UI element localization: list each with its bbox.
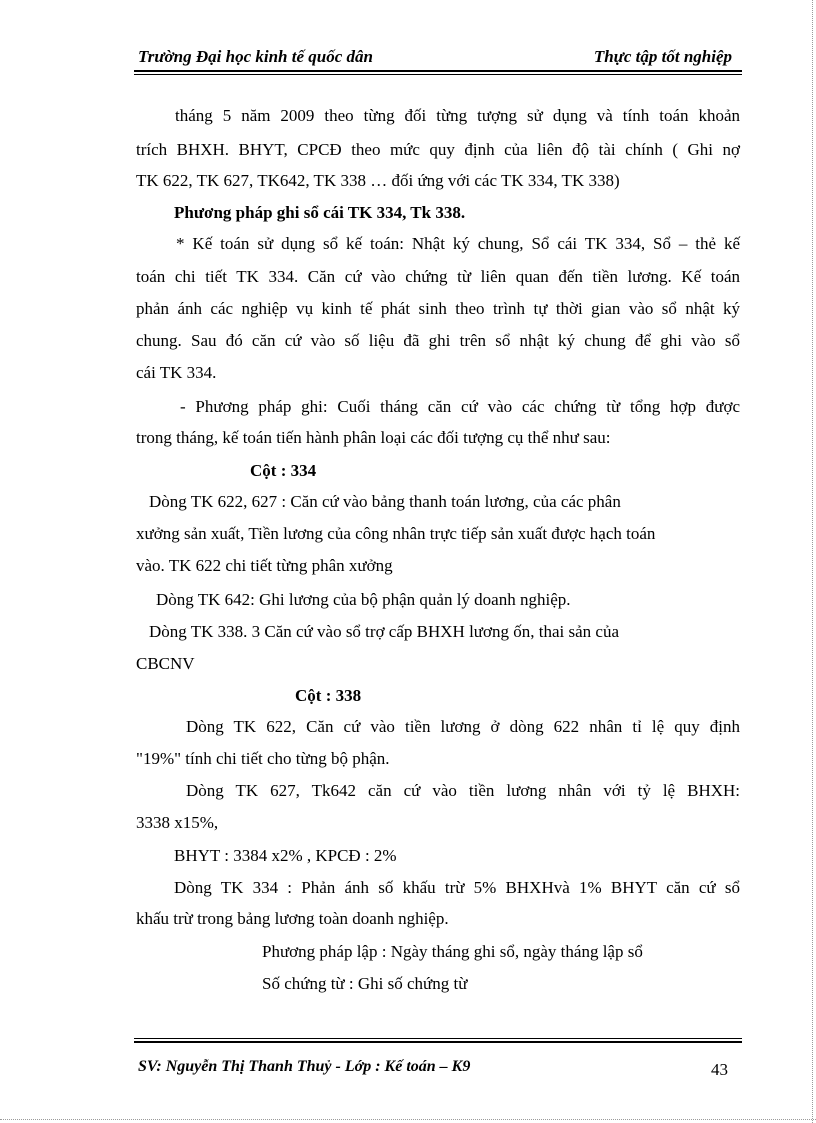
body-line-27: Phương pháp lập : Ngày tháng ghi sổ, ngày tháng lập sổ [262, 942, 643, 961]
body-line-6: toán chi tiết TK 334. Căn cứ vào chứng từ liên quan đến tiền lương. Kế toán [136, 267, 740, 286]
body-line-5: * Kế toán sử dụng sổ kế toán: Nhật ký chung, Sổ cái TK 334, Sổ – thẻ kế [176, 234, 740, 253]
body-line-20: Dòng TK 622, Căn cứ vào tiền lương ở dòng 622 nhân tỉ lệ quy định [186, 717, 740, 736]
footer-student: SV: Nguyễn Thị Thanh Thuỷ - Lớp : Kế toán – K9 [138, 1058, 471, 1075]
page-footer [134, 1054, 742, 1082]
page-edge-bottom [0, 1119, 816, 1120]
body-line-11: trong tháng, kế toán tiến hành phân loại các đối tượng cụ thể như sau: [136, 428, 611, 447]
header-rule-thin [134, 74, 742, 75]
footer-rule [134, 1041, 742, 1043]
body-line-28: Số chứng từ : Ghi số chứng từ [262, 974, 468, 993]
body-line-14: xưởng sản xuất, Tiền lương của công nhân trực tiếp sản xuất được hạch toán [136, 524, 656, 543]
header-rule [134, 70, 742, 72]
body-line-21: "19%" tính chi tiết cho từng bộ phận. [136, 749, 390, 768]
page-edge-right [812, 0, 813, 1123]
body-line-17: Dòng TK 338. 3 Căn cứ vào sổ trợ cấp BHXH lương ốn, thai sản của [149, 622, 619, 641]
header-school: Trường Đại học kinh tế quốc dân [138, 47, 373, 66]
body-line-3: TK 622, TK 627, TK642, TK 338 … đối ứng với các TK 334, TK 338) [136, 171, 620, 190]
column-heading-334: Cột : 334 [250, 461, 317, 480]
column-heading-338: Cột : 338 [295, 686, 362, 705]
body-line-8: chung. Sau đó căn cứ vào số liệu đã ghi trên sổ nhật ký chung để ghi vào sổ [136, 331, 740, 350]
body-line-2: trích BHXH. BHYT, CPCĐ theo mức quy định của liên độ tài chính ( Ghi nợ [136, 140, 740, 159]
body-line-10: - Phương pháp ghi: Cuối tháng căn cứ vào các chứng từ tổng hợp được [180, 397, 740, 416]
body-line-22: Dòng TK 627, Tk642 căn cứ vào tiền lương nhân với tỷ lệ BHXH: [186, 781, 740, 800]
body-line-24: BHYT : 3384 x2% , KPCĐ : 2% [174, 846, 397, 865]
body-line-1: tháng 5 năm 2009 theo từng đối từng tượng sử dụng và tính toán khoản [175, 106, 740, 125]
body-line-25: Dòng TK 334 : Phản ánh số khấu trừ 5% BHXHvà 1% BHYT căn cứ sổ [174, 878, 740, 897]
section-heading: Phương pháp ghi sổ cái TK 334, Tk 338. [174, 203, 466, 222]
body-line-16: Dòng TK 642: Ghi lương của bộ phận quản lý doanh nghiệp. [156, 590, 571, 609]
body-line-15: vào. TK 622 chi tiết từng phân xưởng [136, 556, 393, 575]
footer-rule-thin [134, 1038, 742, 1039]
header-title: Thực tập tốt nghiệp [593, 47, 732, 66]
body-line-7: phản ánh các nghiệp vụ kinh tế phát sinh theo trình tự thời gian vào sổ nhật ký [136, 299, 740, 318]
body-line-23: 3338 x15%, [136, 813, 219, 832]
body-line-9: cái TK 334. [136, 363, 217, 382]
page-number: 43 [711, 1060, 728, 1079]
body-line-18: CBCNV [136, 654, 195, 673]
body-line-26: khấu trừ trong bảng lương toàn doanh nghiệp. [136, 909, 449, 928]
page-header [134, 44, 740, 70]
body-line-13: Dòng TK 622, 627 : Căn cứ vào bảng thanh toán lương, của các phân [149, 492, 621, 511]
